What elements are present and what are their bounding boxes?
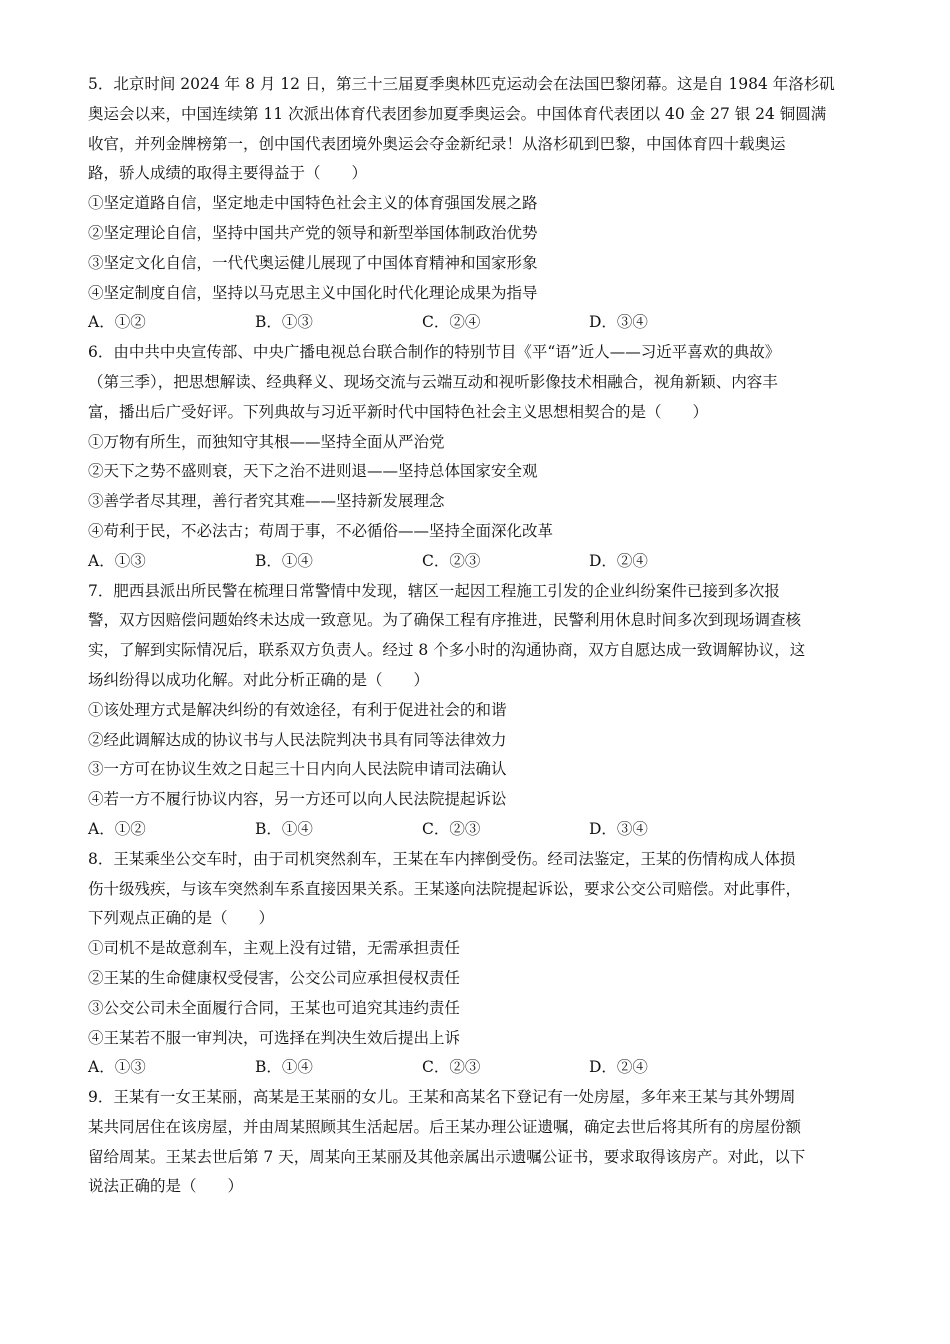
option-a: A．①②	[88, 819, 146, 838]
option-c: C．②③	[422, 551, 481, 570]
answer-options	[88, 308, 868, 338]
question-stem-line: 某共同居住在该房屋，并由周某照顾其生活起居。后王某办理公证遗嘱，确定去世后将其所有的房屋份额	[88, 1117, 802, 1136]
question-stem-line: 说法正确的是（ ）	[88, 1177, 244, 1196]
question-stem-line: 收官，并列金牌榜第一，创中国代表团境外奥运会夺金新纪录！从洛杉矶到巴黎，中国体育四十载奥运	[88, 134, 786, 153]
question-stem: 6．由中共中央宣传部、中央广播电视总台联合制作的特别节目《平“语”近人——习近平喜欢的典故》	[88, 343, 781, 362]
option-d: D．②④	[589, 551, 648, 570]
question-5	[88, 70, 868, 338]
question-list	[88, 70, 868, 1202]
option-a: A．①②	[88, 313, 146, 332]
question-item: ②天下之势不盛则衰，天下之治不进则退——坚持总体国家安全观	[88, 462, 538, 481]
option-d: D．③④	[589, 313, 648, 332]
question-stem-line: 实，了解到实际情况后，联系双方负责人。经过 8 个多小时的沟通协商，双方自愿达成一致调解协议，这	[88, 641, 806, 660]
question-9	[88, 1083, 868, 1202]
question-item: ④若一方不履行协议内容，另一方还可以向人民法院提起诉讼	[88, 790, 507, 809]
question-stem-line: 场纠纷得以成功化解。对此分析正确的是（ ）	[88, 670, 430, 689]
question-item: ④坚定制度自信，坚持以马克思主义中国化时代化理论成果为指导	[88, 283, 538, 302]
question-item: ②经此调解达成的协议书与人民法院判决书具有同等法律效力	[88, 730, 507, 749]
answer-options	[88, 1053, 868, 1083]
question-stem: 5．北京时间 2024 年 8 月 12 日，第三十三届夏季奥林匹克运动会在法国巴黎闭幕。这是自 1984 年洛杉矶	[88, 75, 835, 93]
answer-options	[88, 547, 868, 577]
question-stem: 9．王某有一女王某丽，高某是王某丽的女儿。王某和高某名下登记有一处房屋，多年来王某与其外甥周	[88, 1088, 796, 1107]
question-stem-line: 警，双方因赔偿问题始终未达成一致意见。为了确保工程有序推进，民警利用休息时间多次到现场调查核	[88, 611, 802, 630]
question-item: ③公交公司未全面履行合同，王某也可追究其违约责任	[88, 998, 461, 1017]
question-item: ③坚定文化自信，一代代奥运健儿展现了中国体育精神和国家形象	[88, 253, 538, 272]
question-stem-line: 下列观点正确的是（ ）	[88, 909, 275, 928]
question-stem: 8．王某乘坐公交车时，由于司机突然刹车，王某在车内摔倒受伤。经司法鉴定，王某的伤情构成人体损	[88, 849, 796, 868]
question-item: ①该处理方式是解决纠纷的有效途径，有利于促进社会的和谐	[88, 700, 507, 719]
question-item: ③一方可在协议生效之日起三十日内向人民法院申请司法确认	[88, 760, 507, 779]
option-d: D．②④	[589, 1058, 648, 1077]
question-item: ②王某的生命健康权受侵害，公交公司应承担侵权责任	[88, 968, 461, 987]
question-6	[88, 338, 868, 576]
option-c: C．②③	[422, 819, 481, 838]
answer-options	[88, 815, 868, 845]
question-stem-line: （第三季），把思想解读、经典释义、现场交流与云端互动和视听影像技术相融合，视角新颖、内容丰	[88, 372, 778, 391]
question-stem-line: 伤十级残疾，与该车突然刹车系直接因果关系。王某遂向法院提起诉讼，要求公交公司赔偿。对此事件，	[88, 879, 802, 898]
option-b: B．①④	[255, 819, 313, 838]
option-a: A．①③	[88, 551, 146, 570]
question-item: ①司机不是故意刹车，主观上没有过错，无需承担责任	[88, 939, 461, 958]
question-item: ②坚定理论自信，坚持中国共产党的领导和新型举国体制政治优势	[88, 223, 538, 242]
option-b: B．①④	[255, 551, 313, 570]
option-c: C．②③	[422, 1058, 481, 1077]
question-item: ③善学者尽其理，善行者究其难——坚持新发展理念	[88, 492, 445, 511]
option-a: A．①③	[88, 1058, 146, 1077]
question-item: ④苟利于民，不必法古；苟周于事，不必循俗——坚持全面深化改革	[88, 521, 554, 540]
question-item: ①万物有所生，而独知守其根——坚持全面从严治党	[88, 432, 445, 451]
option-b: B．①④	[255, 1058, 313, 1077]
question-stem-line: 留给周某。王某去世后第 7 天，周某向王某丽及其他亲属出示遗嘱公证书，要求取得该房产。对此，以下	[88, 1147, 806, 1166]
question-item: ④王某若不服一审判决，可选择在判决生效后提出上诉	[88, 1028, 461, 1047]
question-item: ①坚定道路自信，坚定地走中国特色社会主义的体育强国发展之路	[88, 194, 538, 213]
question-stem-line: 路，骄人成绩的取得主要得益于（ ）	[88, 164, 368, 183]
question-7	[88, 577, 868, 845]
question-stem-line: 奥运会以来，中国连续第 11 次派出体育代表团参加夏季奥运会。中国体育代表团以 40 金 27 银 24 铜圆满	[88, 104, 827, 123]
question-stem: 7．肥西县派出所民警在梳理日常警情中发现，辖区一起因工程施工引发的企业纠纷案件已接到多次报	[88, 581, 780, 600]
question-stem-line: 富，播出后广受好评。下列典故与习近平新时代中国特色社会主义思想相契合的是（ ）	[88, 402, 709, 421]
option-c: C．②④	[422, 313, 481, 332]
option-d: D．③④	[589, 819, 648, 838]
question-8	[88, 845, 868, 1083]
option-b: B．①③	[255, 313, 313, 332]
